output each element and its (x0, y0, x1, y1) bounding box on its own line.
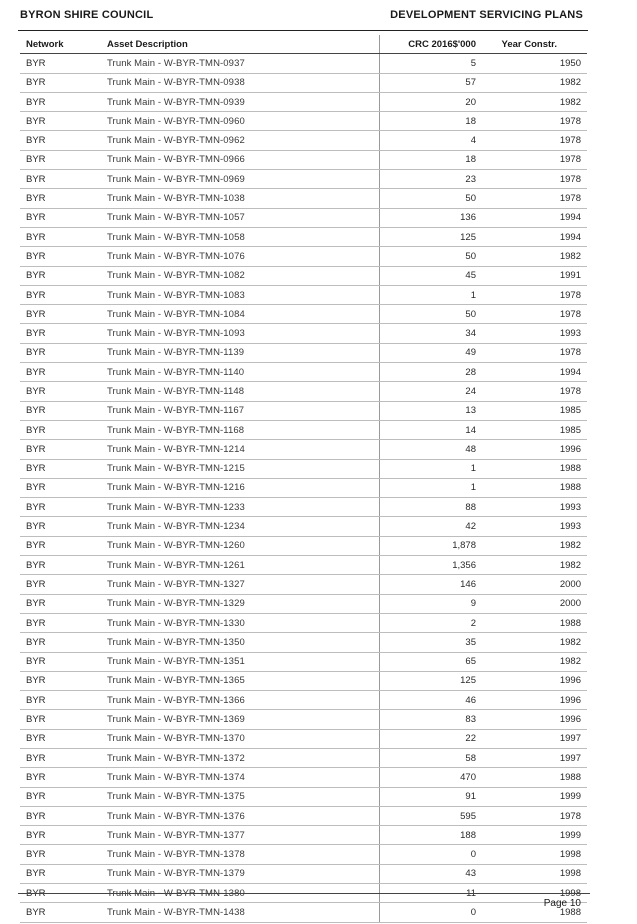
cell-crc: 50 (379, 189, 482, 208)
cell-crc: 9 (379, 594, 482, 613)
cell-network: BYR (20, 575, 101, 594)
cell-crc: 146 (379, 575, 482, 594)
table-row (20, 363, 587, 382)
cell-crc: 595 (379, 806, 482, 825)
cell-network: BYR (20, 903, 101, 922)
cell-crc: 14 (379, 420, 482, 439)
table-row (20, 420, 587, 439)
cell-crc: 28 (379, 363, 482, 382)
table-row (20, 208, 587, 227)
cell-asset-description: Trunk Main - W-BYR-TMN-1148 (101, 382, 379, 401)
cell-asset-description: Trunk Main - W-BYR-TMN-1140 (101, 363, 379, 382)
table-row (20, 131, 587, 150)
cell-asset-description: Trunk Main - W-BYR-TMN-1167 (101, 401, 379, 420)
table-row (20, 305, 587, 324)
cell-network: BYR (20, 170, 101, 189)
table-row (20, 517, 587, 536)
cell-network: BYR (20, 73, 101, 92)
cell-year-constructed: 1988 (482, 459, 587, 478)
cell-crc: 0 (379, 903, 482, 922)
cell-crc: 91 (379, 787, 482, 806)
table-row (20, 401, 587, 420)
cell-year-constructed: 1996 (482, 691, 587, 710)
cell-asset-description: Trunk Main - W-BYR-TMN-1350 (101, 633, 379, 652)
cell-network: BYR (20, 440, 101, 459)
table-row (20, 575, 587, 594)
table-row (20, 459, 587, 478)
cell-crc: 43 (379, 864, 482, 883)
table-row (20, 787, 587, 806)
cell-year-constructed: 1978 (482, 189, 587, 208)
cell-network: BYR (20, 748, 101, 767)
table-row (20, 170, 587, 189)
cell-year-constructed: 1982 (482, 247, 587, 266)
page-number: Page 10 (543, 898, 581, 909)
cell-asset-description: Trunk Main - W-BYR-TMN-1038 (101, 189, 379, 208)
cell-crc: 57 (379, 73, 482, 92)
cell-asset-description: Trunk Main - W-BYR-TMN-1234 (101, 517, 379, 536)
cell-year-constructed: 1950 (482, 54, 587, 73)
table-header-row (20, 35, 587, 54)
cell-crc: 18 (379, 150, 482, 169)
footer-divider (18, 893, 590, 894)
table-row (20, 112, 587, 131)
cell-network: BYR (20, 633, 101, 652)
cell-crc: 22 (379, 729, 482, 748)
cell-network: BYR (20, 864, 101, 883)
cell-network: BYR (20, 498, 101, 517)
cell-network: BYR (20, 459, 101, 478)
cell-year-constructed: 1982 (482, 92, 587, 111)
cell-asset-description: Trunk Main - W-BYR-TMN-1365 (101, 671, 379, 690)
column-header-crc: CRC 2016$'000 (379, 35, 482, 54)
cell-crc: 1,878 (379, 536, 482, 555)
cell-network: BYR (20, 884, 101, 903)
cell-year-constructed: 1997 (482, 729, 587, 748)
table-row (20, 594, 587, 613)
cell-network: BYR (20, 343, 101, 362)
table-row (20, 382, 587, 401)
cell-crc: 24 (379, 382, 482, 401)
cell-year-constructed: 1996 (482, 710, 587, 729)
cell-asset-description: Trunk Main - W-BYR-TMN-1216 (101, 478, 379, 497)
cell-crc: 50 (379, 247, 482, 266)
cell-year-constructed: 1996 (482, 671, 587, 690)
cell-asset-description: Trunk Main - W-BYR-TMN-1370 (101, 729, 379, 748)
asset-table (20, 35, 587, 923)
cell-crc: 0 (379, 845, 482, 864)
cell-year-constructed: 1999 (482, 787, 587, 806)
cell-network: BYR (20, 710, 101, 729)
cell-network: BYR (20, 517, 101, 536)
cell-crc: 88 (379, 498, 482, 517)
document-title: DEVELOPMENT SERVICING PLANS (390, 9, 583, 21)
cell-network: BYR (20, 613, 101, 632)
cell-year-constructed: 1985 (482, 420, 587, 439)
cell-year-constructed: 1978 (482, 285, 587, 304)
table-row (20, 710, 587, 729)
column-header-year-constructed: Year Constr. (482, 35, 587, 54)
cell-crc: 4 (379, 131, 482, 150)
table-row (20, 440, 587, 459)
cell-network: BYR (20, 363, 101, 382)
cell-year-constructed: 1998 (482, 884, 587, 903)
cell-asset-description: Trunk Main - W-BYR-TMN-0939 (101, 92, 379, 111)
table-row (20, 729, 587, 748)
cell-year-constructed: 1988 (482, 768, 587, 787)
cell-network: BYR (20, 324, 101, 343)
cell-asset-description: Trunk Main - W-BYR-TMN-1082 (101, 266, 379, 285)
cell-year-constructed: 1978 (482, 343, 587, 362)
cell-asset-description: Trunk Main - W-BYR-TMN-1233 (101, 498, 379, 517)
cell-asset-description: Trunk Main - W-BYR-TMN-1215 (101, 459, 379, 478)
cell-year-constructed: 1978 (482, 112, 587, 131)
cell-network: BYR (20, 536, 101, 555)
cell-year-constructed: 1982 (482, 652, 587, 671)
cell-asset-description: Trunk Main - W-BYR-TMN-1058 (101, 227, 379, 246)
header-divider (18, 30, 588, 31)
table-row (20, 73, 587, 92)
table-row (20, 324, 587, 343)
cell-network: BYR (20, 420, 101, 439)
cell-asset-description: Trunk Main - W-BYR-TMN-1168 (101, 420, 379, 439)
cell-year-constructed: 1999 (482, 826, 587, 845)
cell-crc: 83 (379, 710, 482, 729)
cell-crc: 50 (379, 305, 482, 324)
cell-year-constructed: 1978 (482, 131, 587, 150)
cell-network: BYR (20, 54, 101, 73)
cell-crc: 20 (379, 92, 482, 111)
cell-crc: 23 (379, 170, 482, 189)
cell-network: BYR (20, 478, 101, 497)
cell-crc: 1,356 (379, 556, 482, 575)
cell-crc: 11 (379, 884, 482, 903)
cell-asset-description: Trunk Main - W-BYR-TMN-0966 (101, 150, 379, 169)
cell-year-constructed: 1988 (482, 478, 587, 497)
cell-network: BYR (20, 556, 101, 575)
cell-year-constructed: 1998 (482, 864, 587, 883)
cell-asset-description: Trunk Main - W-BYR-TMN-1330 (101, 613, 379, 632)
cell-crc: 125 (379, 227, 482, 246)
cell-year-constructed: 1978 (482, 382, 587, 401)
cell-crc: 45 (379, 266, 482, 285)
table-row (20, 478, 587, 497)
cell-network: BYR (20, 92, 101, 111)
table-row (20, 864, 587, 883)
cell-year-constructed: 1993 (482, 324, 587, 343)
cell-asset-description: Trunk Main - W-BYR-TMN-1327 (101, 575, 379, 594)
cell-crc: 42 (379, 517, 482, 536)
cell-crc: 49 (379, 343, 482, 362)
cell-network: BYR (20, 401, 101, 420)
cell-asset-description: Trunk Main - W-BYR-TMN-1329 (101, 594, 379, 613)
table-row (20, 903, 587, 922)
cell-crc: 1 (379, 478, 482, 497)
cell-asset-description: Trunk Main - W-BYR-TMN-1438 (101, 903, 379, 922)
cell-year-constructed: 1998 (482, 845, 587, 864)
column-header-network: Network (20, 35, 101, 54)
cell-asset-description: Trunk Main - W-BYR-TMN-1057 (101, 208, 379, 227)
table-row (20, 189, 587, 208)
cell-asset-description: Trunk Main - W-BYR-TMN-1377 (101, 826, 379, 845)
cell-network: BYR (20, 768, 101, 787)
cell-asset-description: Trunk Main - W-BYR-TMN-1366 (101, 691, 379, 710)
cell-network: BYR (20, 671, 101, 690)
cell-year-constructed: 2000 (482, 575, 587, 594)
cell-year-constructed: 1996 (482, 440, 587, 459)
cell-crc: 1 (379, 285, 482, 304)
table-row (20, 536, 587, 555)
cell-asset-description: Trunk Main - W-BYR-TMN-1261 (101, 556, 379, 575)
cell-asset-description: Trunk Main - W-BYR-TMN-1351 (101, 652, 379, 671)
table-row (20, 613, 587, 632)
cell-asset-description: Trunk Main - W-BYR-TMN-1375 (101, 787, 379, 806)
cell-year-constructed: 1991 (482, 266, 587, 285)
cell-crc: 46 (379, 691, 482, 710)
cell-asset-description: Trunk Main - W-BYR-TMN-0937 (101, 54, 379, 73)
cell-year-constructed: 1978 (482, 305, 587, 324)
table-row (20, 150, 587, 169)
cell-network: BYR (20, 729, 101, 748)
table-row (20, 806, 587, 825)
cell-network: BYR (20, 208, 101, 227)
cell-network: BYR (20, 189, 101, 208)
table-row (20, 247, 587, 266)
cell-network: BYR (20, 845, 101, 864)
cell-crc: 2 (379, 613, 482, 632)
cell-crc: 34 (379, 324, 482, 343)
cell-crc: 48 (379, 440, 482, 459)
cell-network: BYR (20, 150, 101, 169)
cell-year-constructed: 1978 (482, 150, 587, 169)
table-row (20, 343, 587, 362)
cell-asset-description: Trunk Main - W-BYR-TMN-1084 (101, 305, 379, 324)
cell-year-constructed: 1985 (482, 401, 587, 420)
cell-network: BYR (20, 594, 101, 613)
cell-network: BYR (20, 227, 101, 246)
cell-network: BYR (20, 806, 101, 825)
cell-crc: 18 (379, 112, 482, 131)
cell-asset-description: Trunk Main - W-BYR-TMN-1369 (101, 710, 379, 729)
cell-crc: 125 (379, 671, 482, 690)
cell-asset-description: Trunk Main - W-BYR-TMN-1379 (101, 864, 379, 883)
table-row (20, 652, 587, 671)
table-row (20, 748, 587, 767)
table-body (20, 54, 587, 922)
cell-network: BYR (20, 112, 101, 131)
table-row (20, 768, 587, 787)
cell-network: BYR (20, 652, 101, 671)
cell-year-constructed: 1993 (482, 517, 587, 536)
cell-asset-description: Trunk Main - W-BYR-TMN-1093 (101, 324, 379, 343)
table-row (20, 54, 587, 73)
cell-network: BYR (20, 305, 101, 324)
cell-network: BYR (20, 691, 101, 710)
cell-crc: 65 (379, 652, 482, 671)
cell-crc: 5 (379, 54, 482, 73)
cell-asset-description: Trunk Main - W-BYR-TMN-1374 (101, 768, 379, 787)
cell-asset-description: Trunk Main - W-BYR-TMN-1372 (101, 748, 379, 767)
cell-network: BYR (20, 131, 101, 150)
cell-asset-description: Trunk Main - W-BYR-TMN-1380 (101, 884, 379, 903)
cell-year-constructed: 1982 (482, 536, 587, 555)
cell-year-constructed: 1994 (482, 227, 587, 246)
cell-asset-description: Trunk Main - W-BYR-TMN-1214 (101, 440, 379, 459)
cell-year-constructed: 1994 (482, 208, 587, 227)
cell-crc: 13 (379, 401, 482, 420)
cell-year-constructed: 1994 (482, 363, 587, 382)
table-row (20, 285, 587, 304)
cell-crc: 35 (379, 633, 482, 652)
cell-year-constructed: 1988 (482, 903, 587, 922)
cell-asset-description: Trunk Main - W-BYR-TMN-1083 (101, 285, 379, 304)
cell-network: BYR (20, 266, 101, 285)
cell-network: BYR (20, 285, 101, 304)
column-header-asset-description: Asset Description (101, 35, 379, 54)
cell-year-constructed: 1978 (482, 170, 587, 189)
cell-crc: 470 (379, 768, 482, 787)
cell-year-constructed: 2000 (482, 594, 587, 613)
cell-asset-description: Trunk Main - W-BYR-TMN-1076 (101, 247, 379, 266)
cell-asset-description: Trunk Main - W-BYR-TMN-0962 (101, 131, 379, 150)
cell-network: BYR (20, 826, 101, 845)
cell-asset-description: Trunk Main - W-BYR-TMN-0969 (101, 170, 379, 189)
cell-year-constructed: 1982 (482, 73, 587, 92)
cell-asset-description: Trunk Main - W-BYR-TMN-1139 (101, 343, 379, 362)
cell-year-constructed: 1982 (482, 556, 587, 575)
cell-asset-description: Trunk Main - W-BYR-TMN-1260 (101, 536, 379, 555)
table-row (20, 227, 587, 246)
cell-crc: 1 (379, 459, 482, 478)
cell-year-constructed: 1978 (482, 806, 587, 825)
cell-crc: 188 (379, 826, 482, 845)
cell-asset-description: Trunk Main - W-BYR-TMN-0938 (101, 73, 379, 92)
table-row (20, 826, 587, 845)
cell-year-constructed: 1993 (482, 498, 587, 517)
table-row (20, 498, 587, 517)
cell-year-constructed: 1997 (482, 748, 587, 767)
table-row (20, 556, 587, 575)
table-row (20, 671, 587, 690)
cell-asset-description: Trunk Main - W-BYR-TMN-1376 (101, 806, 379, 825)
cell-crc: 58 (379, 748, 482, 767)
table-row (20, 845, 587, 864)
table-row (20, 633, 587, 652)
cell-network: BYR (20, 382, 101, 401)
cell-asset-description: Trunk Main - W-BYR-TMN-1378 (101, 845, 379, 864)
cell-year-constructed: 1982 (482, 633, 587, 652)
table-row (20, 266, 587, 285)
cell-asset-description: Trunk Main - W-BYR-TMN-0960 (101, 112, 379, 131)
cell-year-constructed: 1988 (482, 613, 587, 632)
cell-crc: 136 (379, 208, 482, 227)
table-row (20, 691, 587, 710)
cell-network: BYR (20, 247, 101, 266)
council-name: BYRON SHIRE COUNCIL (20, 9, 154, 21)
table-row (20, 92, 587, 111)
cell-network: BYR (20, 787, 101, 806)
